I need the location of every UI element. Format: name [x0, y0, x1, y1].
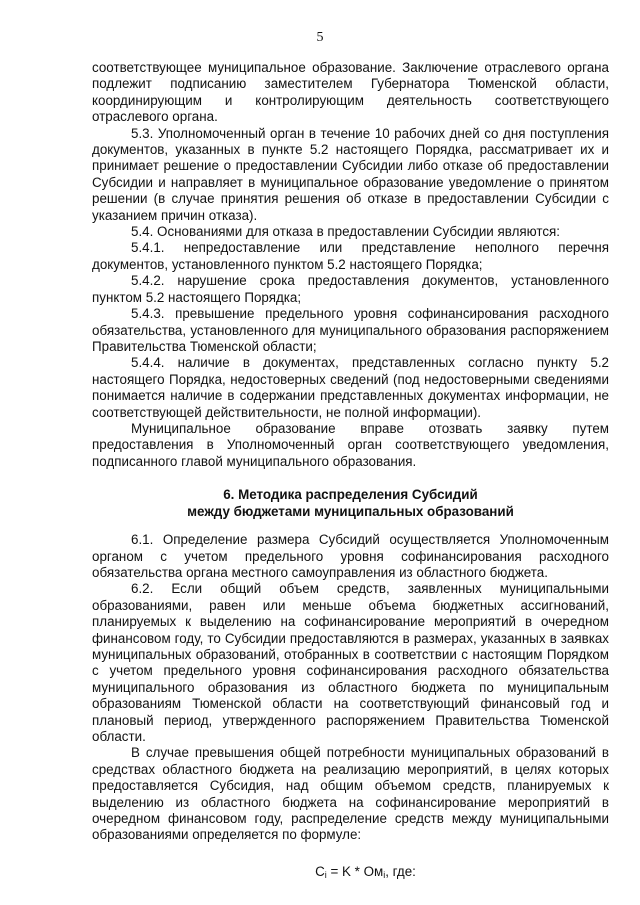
- paragraph: 6.1. Определение размера Субсидий осуществляется Уполномоченным органом с учетом предельного уровня софинансирования расходного обязательства органа местного самоуправления из областного бюджета.: [92, 532, 609, 580]
- section-heading-line-1: 6. Методика распределения Субсидий: [223, 487, 478, 503]
- paragraph: 5.4.3. превышение предельного уровня софинансирования расходного обязательства, установленного для муниципального образования распоряжением Правительства Тюменской области;: [92, 306, 609, 354]
- document-body: [92, 60, 609, 880]
- formula: [92, 864, 609, 880]
- page-number: 5: [316, 30, 324, 45]
- paragraph: В случае превышения общей потребности муниципальных образований в средствах областного бюджета на реализацию мероприятий, в целях которых предоставляется Субсидия, над общим объемом средств, планируемых к выделению из областного бюджета на софинансирование мероприятий в очередном финансовом году, распределение средств между муниципальными образованиями определяется по формуле:: [92, 745, 609, 843]
- paragraph: 5.3. Уполномоченный орган в течение 10 рабочих дней со дня поступления документов, указанных в пункте 5.2 настоящего Порядка, рассматривает их и принимает решение о предоставлении Субсидии либо отказе об предоставлении Субсидии и направляет в муниципальное образование уведомление о принятом решении (в случае принятия решения об отказе в предоставлении Субсидии с указанием причин отказа).: [92, 125, 609, 223]
- paragraph: 5.4.2. нарушение срока предоставления документов, установленного пунктом 5.2 настоящего Порядка;: [92, 273, 609, 305]
- section-heading-line-2: между бюджетами муниципальных образований: [187, 504, 514, 520]
- paragraph: Муниципальное образование вправе отозвать заявку путем предоставления в Уполномоченный орган соответствующего уведомления, подписанного главой муниципального образования.: [92, 420, 609, 469]
- paragraph: 5.4.4. наличие в документах, представленных согласно пункту 5.2 настоящего Порядка, недостоверных сведений (под недостоверными сведениями понимается наличие в содержании представленных документах информации, не соответствующей действительности, не полной информации).: [92, 355, 609, 420]
- formula-middle: = K * Ом: [326, 863, 384, 879]
- formula-tail: , где:: [385, 863, 416, 879]
- section-heading: [92, 486, 609, 520]
- formula-rhs-subscript: i: [383, 869, 386, 880]
- paragraph: 6.2. Если общий объем средств, заявленных муниципальными образованиями, равен или меньше объема бюджетных ассигнований, планируемых к выделению на софинансирование мероприятий в очередном финансовом году, то Субсидии предоставляются в размерах, указанных в заявках муниципальных образований, отобранных в соответствии с настоящим Порядком с учетом предельного уровня софинансирования расходного обязательства муниципального образования из областного бюджета по муниципальным образованиям Тюменской области на соответствующий финансовый год и плановый период, утвержденного распоряжением Правительства Тюменской области.: [92, 581, 609, 745]
- paragraph: 5.4. Основаниями для отказа в предоставлении Субсидии являются:: [131, 224, 561, 240]
- paragraph: 5.4.1. непредоставление или представление неполного перечня документов, установленного пунктом 5.2 настоящего Порядка;: [92, 240, 609, 272]
- paragraphs-before: [92, 60, 609, 470]
- formula-lhs: C: [315, 863, 325, 879]
- formula-lhs-subscript: i: [324, 869, 327, 880]
- paragraphs-after: [92, 532, 609, 844]
- paragraph: соответствующее муниципальное образование. Заключение отраслевого органа подлежит подписанию заместителем Губернатора Тюменской области, координирующим и контролирующим деятельность соответствующего отраслевого органа.: [92, 60, 609, 125]
